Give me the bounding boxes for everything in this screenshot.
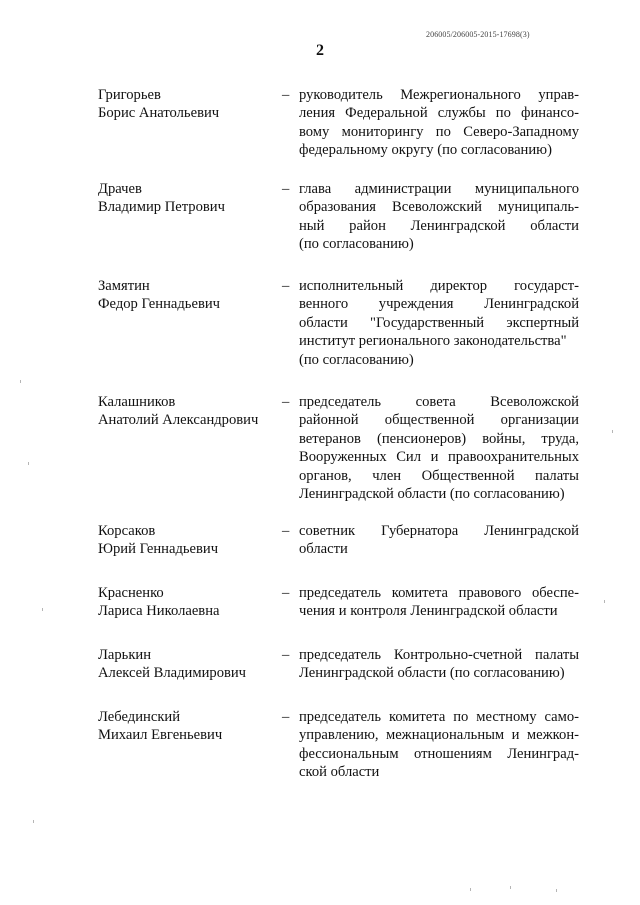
position-line: председатель совета Всеволожской [299,394,579,410]
position-line: исполнительный директор государст- [299,278,579,294]
position-line: управлению, межнациональным и межкон- [299,727,579,744]
member-position [299,522,579,559]
member-surname: Григорьев [98,87,161,103]
page-number: 2 [316,42,324,59]
scan-speck [28,462,29,465]
scan-speck [604,600,605,603]
member-position [299,393,579,503]
member-given-name: Владимир Петрович [98,199,225,216]
position-line: Ленинградской области (по согласованию) [299,486,565,503]
member-name [98,522,278,559]
member-surname: Драчев [98,181,142,197]
scan-speck [510,886,511,889]
position-line: ской области [299,764,380,781]
member-surname: Калашников [98,394,176,410]
position-line: органов, член Общественной палаты [299,467,579,484]
scan-speck [470,888,471,891]
document-reference-code: 206005/206005-2015-17698(3) [426,30,530,39]
dash-separator: – [282,394,290,410]
position-line: вому мониторингу по Северо-Западному [299,123,579,140]
member-position [299,180,579,254]
member-name [98,646,278,683]
position-line: председатель Контрольно-счетной палаты [299,647,579,663]
scan-speck [612,430,613,433]
member-name [98,584,278,621]
scan-speck [20,380,21,383]
scan-speck [42,608,43,611]
position-line: фессиональным отношениям Ленинград- [299,745,579,762]
scan-speck [33,820,34,823]
position-line: ления Федеральной службы по финансо- [299,105,579,122]
position-line: советник Губернатора Ленинградской [299,523,579,539]
position-line: федеральному округу (по согласованию) [299,142,552,159]
member-given-name: Борис Анатольевич [98,105,220,122]
member-surname: Лебединский [98,709,181,725]
member-position [299,277,579,369]
member-position [299,646,579,683]
dash-separator: – [282,181,290,197]
member-given-name: Анатолий Александрович [98,412,259,429]
member-name [98,277,278,314]
member-surname: Ларькин [98,647,152,663]
member-given-name: Михаил Евгеньевич [98,727,223,744]
dash-separator: – [282,523,290,539]
position-line: глава администрации муниципального [299,181,579,197]
position-line: ветеранов (пенсионеров) войны, труда, [299,430,579,447]
position-line: ный район Ленинградской области [299,217,579,234]
member-given-name: Федор Геннадьевич [98,296,220,313]
position-line: области "Государственный экспертный [299,314,579,331]
position-line: (по согласованию) [299,351,414,368]
member-surname: Замятин [98,278,150,294]
position-line: председатель комитета по местному само- [299,709,579,725]
member-given-name: Алексей Владимирович [98,665,247,682]
position-line: (по согласованию) [299,236,414,253]
member-given-name: Лариса Николаевна [98,603,220,620]
position-line: Вооруженных Сил и правоохранительных [299,449,579,466]
member-name [98,393,278,430]
scan-speck [556,889,557,892]
position-line: председатель комитета правового обеспе- [299,585,579,601]
dash-separator: – [282,87,290,103]
position-line: образования Всеволожский муниципаль- [299,199,579,216]
position-line: области [299,541,348,558]
position-line: районной общественной организации [299,412,579,429]
dash-separator: – [282,278,290,294]
member-name [98,708,278,745]
position-line: венного учреждения Ленинградской [299,296,579,313]
dash-separator: – [282,585,290,601]
member-name [98,180,278,217]
position-line: институт регионального законодательства" [299,333,567,350]
dash-separator: – [282,647,290,663]
position-line: Ленинградской области (по согласованию) [299,665,565,682]
member-given-name: Юрий Геннадьевич [98,541,219,558]
member-position [299,86,579,160]
member-name [98,86,278,123]
position-line: руководитель Межрегионального управ- [299,87,579,103]
member-surname: Красненко [98,585,164,601]
member-surname: Корсаков [98,523,156,539]
position-line: чения и контроля Ленинградской области [299,603,558,620]
member-position [299,584,579,621]
dash-separator: – [282,709,290,725]
member-position [299,708,579,782]
